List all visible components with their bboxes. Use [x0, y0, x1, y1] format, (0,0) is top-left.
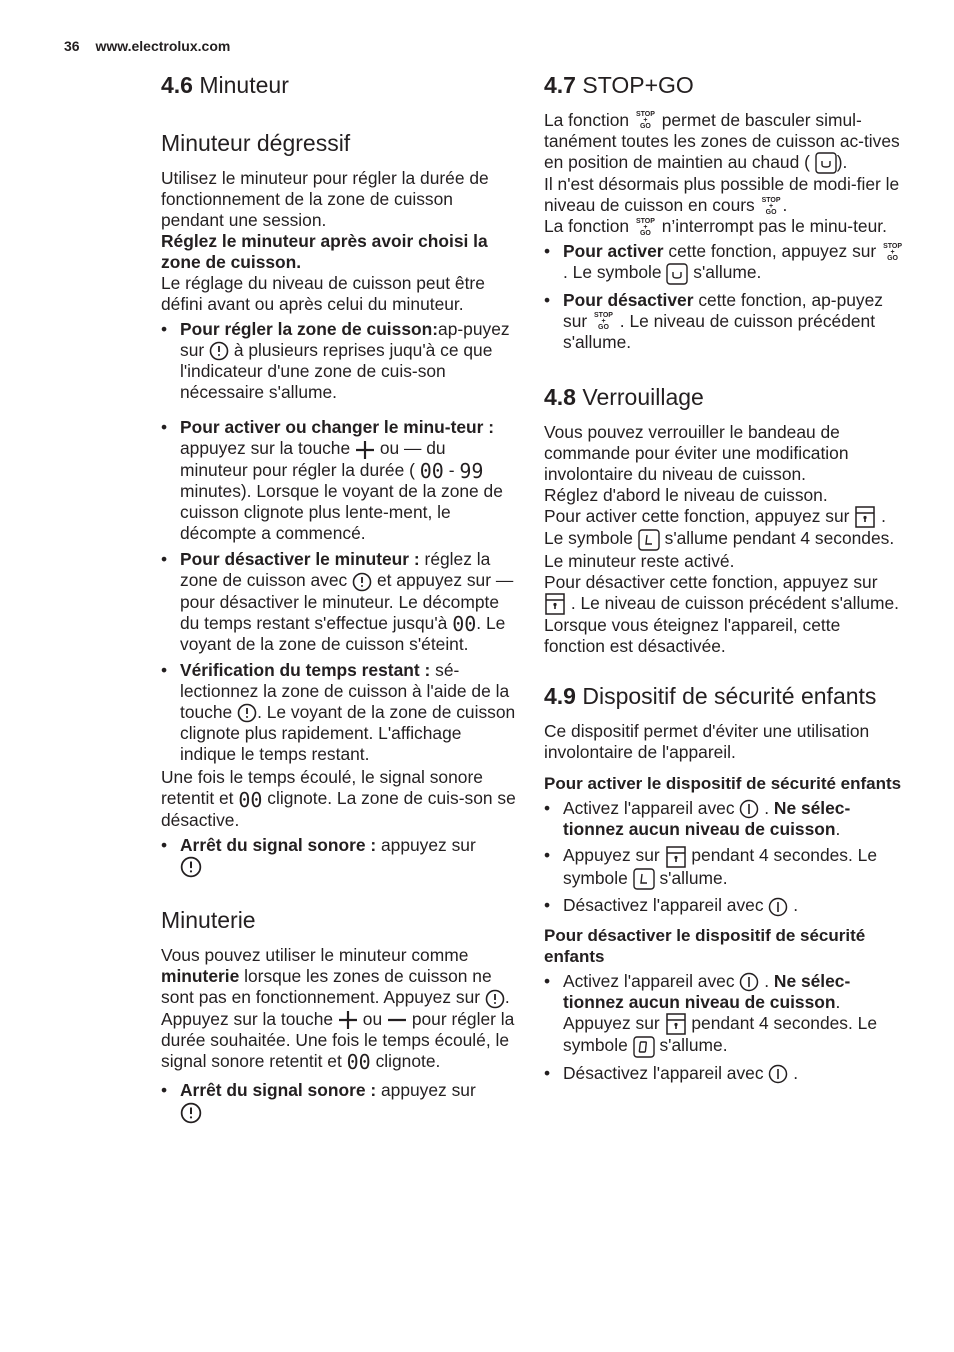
- display-00-icon: 00: [346, 1050, 371, 1075]
- paragraph: Réglez d'abord le niveau de cuisson.: [544, 484, 828, 505]
- paragraph: Le réglage du niveau de cuisson peut être défini avant ou après celui du minuteur.: [161, 273, 485, 314]
- display-00-icon: 00: [238, 787, 263, 812]
- paragraph: La fonction STOP + GO n’interrompt pas le minu-teur.: [544, 216, 887, 237]
- paragraph: Utilisez le minuteur pour régler la durée de fonctionnement de la zone de cuisson pendant une session.: [161, 168, 489, 230]
- right-column: [544, 70, 904, 1089]
- plus-icon: [355, 440, 375, 460]
- power-icon: [739, 799, 759, 819]
- subheading-deactivate-child-lock: Pour désactiver le dispositif de sécurité enfants: [544, 925, 866, 966]
- list-item: • Appuyez sur pendant 4 secondes. Le symbole s'allume.: [544, 845, 904, 890]
- timer-icon: [485, 989, 505, 1009]
- timer-icon: [209, 341, 229, 361]
- paragraph: La fonction STOP + GO permet de basculer simul-tanément toutes les zones de cuisson ac-tives en position de maintien au chaud ( ).: [544, 110, 904, 174]
- subheading-minuterie: Minuterie: [161, 907, 256, 934]
- timer-icon: [180, 856, 202, 878]
- paragraph: Ce dispositif permet d'éviter une utilisation involontaire de l'appareil.: [544, 721, 870, 763]
- section-4-7-heading: 4.7 STOP+GO: [544, 72, 694, 98]
- keep-warm-icon: [815, 152, 837, 174]
- plus-icon: [338, 1010, 358, 1030]
- stop-go-icon: STOP + GO: [635, 111, 655, 131]
- paragraph: Le minuteur reste activé.: [544, 550, 735, 571]
- list-item: • Désactivez l'appareil avec .: [544, 1063, 904, 1084]
- list-item: • Désactivez l'appareil avec .: [544, 895, 904, 916]
- paragraph: Pour désactiver cette fonction, appuyez sur . Le niveau de cuisson précédent s'allume.: [544, 572, 904, 615]
- lock-symbol-icon: [638, 529, 660, 551]
- left-column: [161, 70, 516, 1129]
- display-00-icon: 00: [419, 459, 444, 484]
- stop-go-icon: STOP + GO: [594, 312, 613, 332]
- minus-icon: [387, 1010, 407, 1030]
- stop-go-icon: STOP + GO: [635, 217, 655, 237]
- display-00-icon: 00: [452, 612, 477, 637]
- subheading-activate-child-lock: Pour activer le dispositif de sécurité enfants: [544, 774, 902, 794]
- list-item: • Activez l'appareil avec . Ne sélec-tionnez aucun niveau de cuisson.: [544, 798, 904, 840]
- list-item: • Pour activer cette fonction, appuyez sur STOP + GO . Le symbole s'allume.: [544, 241, 904, 284]
- lock-key-icon: [854, 506, 876, 528]
- section-4-6-heading: 4.6 Minuteur: [161, 72, 289, 98]
- lock-symbol-icon: [633, 868, 655, 890]
- subheading-minuteur-degressif: Minuteur dégressif: [161, 130, 351, 156]
- bullet-list: [161, 1080, 516, 1123]
- list-item: • Activez l'appareil avec . Ne sélec-tionnez aucun niveau de cuisson. Appuyez sur pendant 4 secondes. Le symbole s'allume.: [544, 971, 904, 1058]
- list-item: • Pour régler la zone de cuisson:ap-puyez sur à plusieurs reprises juqu'à ce que l'indicateur d'une zone de cuis-son nécessaire s'allume.: [161, 319, 516, 403]
- zero-symbol-icon: [633, 1036, 655, 1058]
- list-item: • Arrêt du signal sonore : appuyez sur: [161, 835, 516, 878]
- list-item: • Vérification du temps restant : sé-lectionnez la zone de cuisson à l'aide de la touche . Le voyant de la zone de cuisson clignote plus rapidement. L'affichage indique le temps restant.: [161, 660, 516, 765]
- bullet-list: [544, 798, 904, 917]
- list-item: • Pour activer ou changer le minu-teur : appuyez sur la touche ou — du minuteur pour régler la durée ( 00 - 99 minutes). Lorsque le voyant de la zone de cuisson clignote plus lente-ment, le décompte a commencé.: [161, 417, 516, 544]
- paragraph: Une fois le temps écoulé, le signal sonore retentit et 00 clignote. La zone de cuis-son se désactive.: [161, 767, 516, 830]
- keep-warm-icon: [666, 263, 688, 285]
- paragraph: Vous pouvez utiliser le minuteur comme minuterie lorsque les zones de cuisson ne sont pas en fonctionnement. Appuyez sur . Appuyez sur la touche ou pour régler la durée souhaitée. Une fois le temps écoulé, le signal sonore retentit et 00 clignote.: [161, 945, 515, 1075]
- list-item: • Pour désactiver cette fonction, ap-puyez sur STOP + GO . Le niveau de cuisson précédent s'allume.: [544, 290, 904, 353]
- lock-key-icon: [665, 1013, 687, 1035]
- paragraph: Vous pouvez verrouiller le bandeau de commande pour éviter une modification involontaire du niveau de cuisson.: [544, 421, 849, 484]
- bullet-list: [544, 971, 904, 1085]
- timer-icon: [180, 1102, 202, 1124]
- paragraph: Il n'est désormais plus possible de modi-fier le niveau de cuisson en cours STOP + GO .: [544, 174, 900, 216]
- lock-key-icon: [544, 593, 566, 615]
- paragraph: Pour activer cette fonction, appuyez sur . Le symbole s'allume pendant 4 secondes.: [544, 506, 904, 551]
- lock-key-icon: [665, 846, 687, 868]
- power-icon: [768, 897, 788, 917]
- site-url: www.electrolux.com: [95, 38, 231, 54]
- timer-icon: [352, 572, 372, 592]
- section-4-9-heading: 4.9 Dispositif de sécurité enfants: [544, 683, 877, 710]
- power-icon: [739, 972, 759, 992]
- timer-icon: [237, 703, 257, 723]
- page-number: 36: [64, 38, 80, 54]
- section-4-8-heading: 4.8 Verrouillage: [544, 383, 704, 410]
- power-icon: [768, 1064, 788, 1084]
- bullet-list: [161, 835, 516, 878]
- display-99-icon: 99: [459, 459, 484, 484]
- stop-go-icon: STOP + GO: [883, 242, 903, 262]
- bullet-list: [544, 241, 904, 352]
- stop-go-icon: STOP + GO: [761, 196, 781, 216]
- list-item: • Arrêt du signal sonore : appuyez sur: [161, 1080, 516, 1123]
- list-item: • Pour désactiver le minuteur : réglez la zone de cuisson avec et appuyez sur — pour désactiver le minuteur. Le décompte du temps restant s'effectue jusqu'à 00. Le voyant de la zone de cuisson s'éteint.: [161, 549, 516, 655]
- page-header: [64, 38, 230, 54]
- paragraph: Lorsque vous éteignez l'appareil, cette fonction est désactivée.: [544, 615, 841, 657]
- bullet-list: [161, 319, 516, 765]
- paragraph-bold: Réglez le minuteur après avoir choisi la zone de cuisson.: [161, 231, 488, 272]
